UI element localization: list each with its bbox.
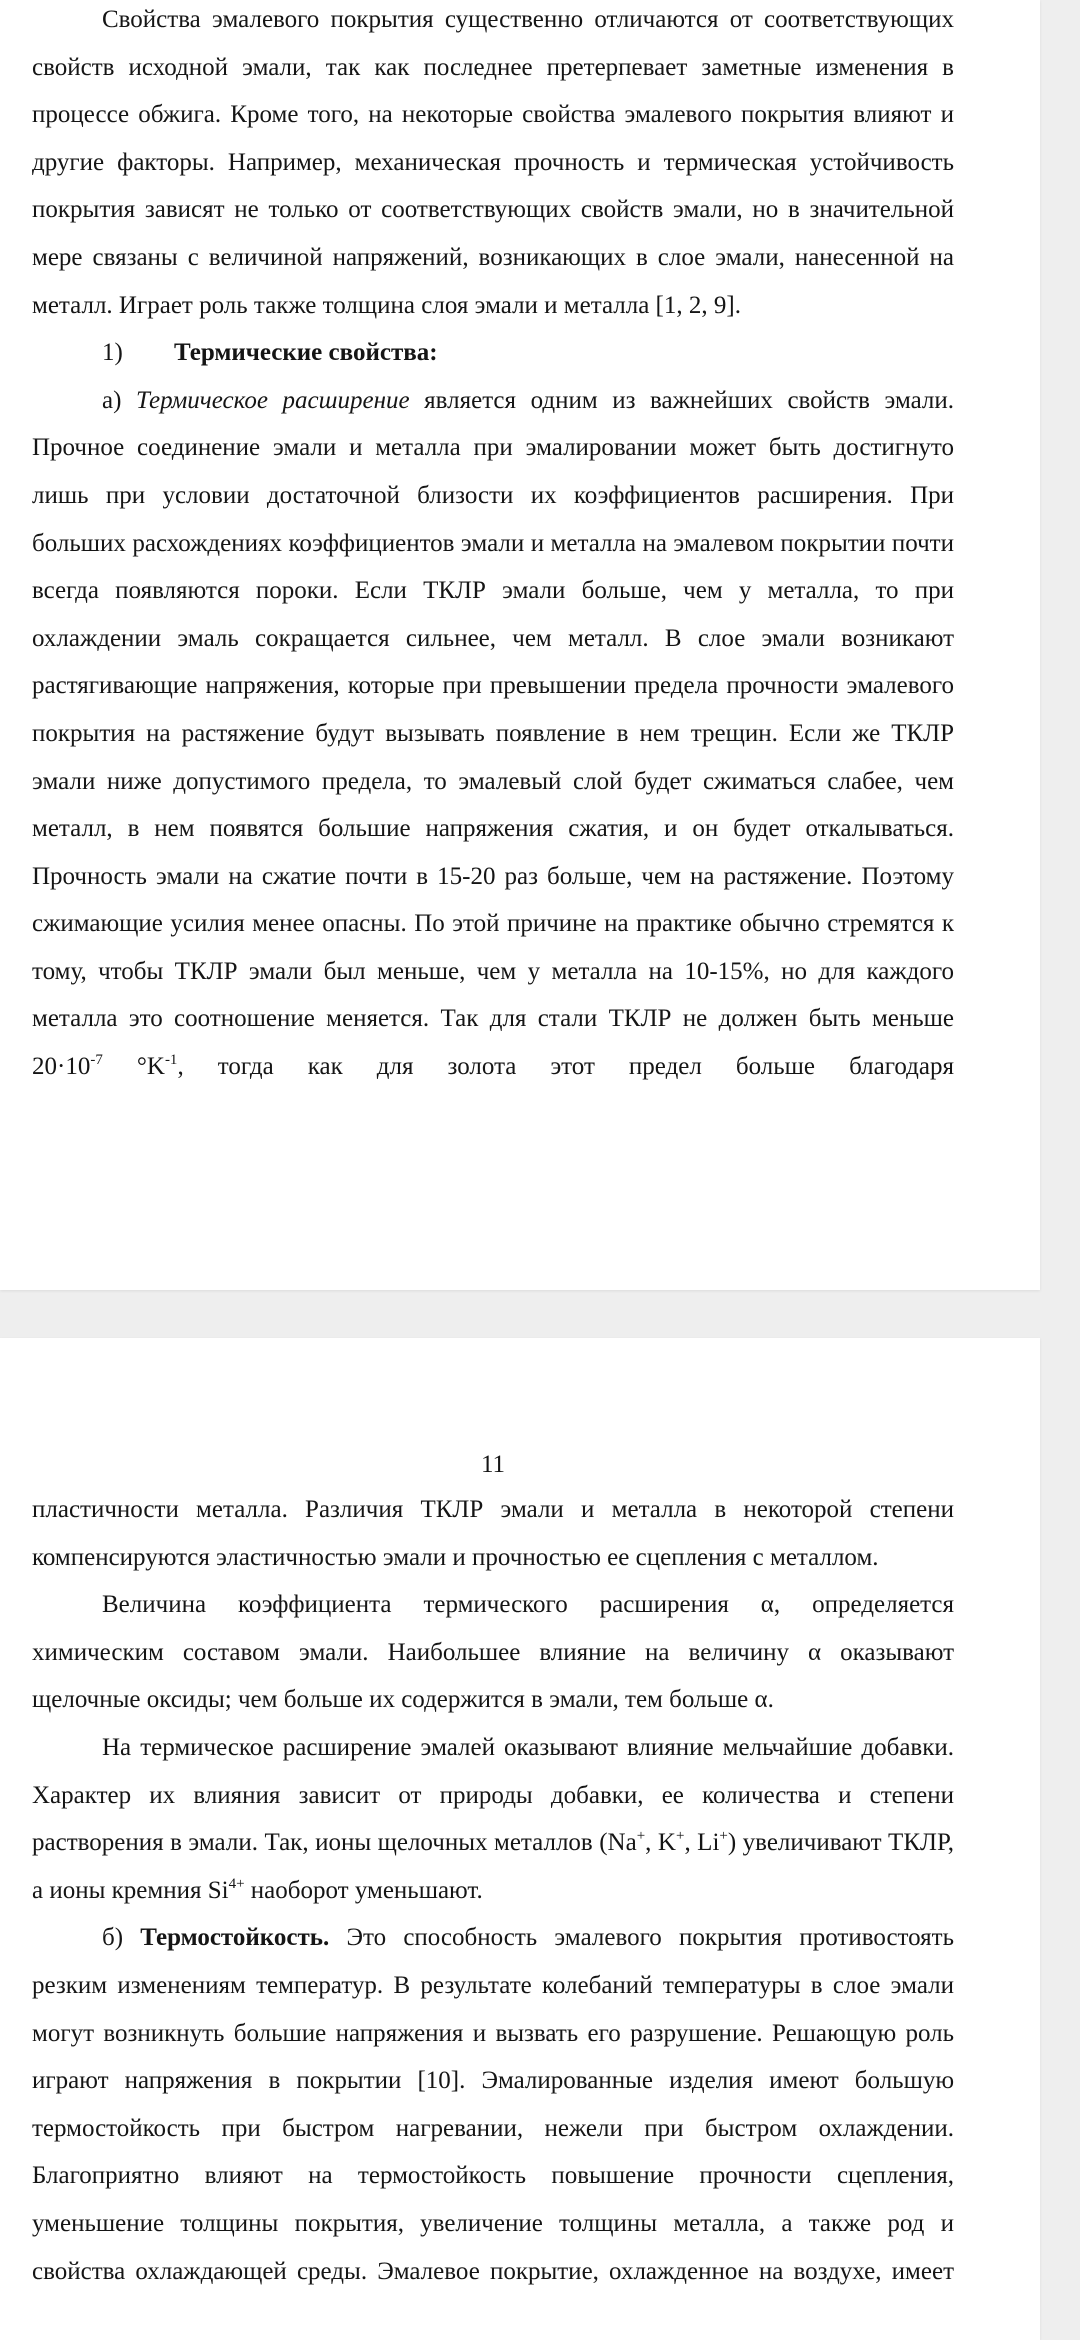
heading-title: Термические свойства: (174, 339, 438, 367)
term-thermal-resistance: Термостойкость. (140, 1924, 330, 1952)
page-2-content (32, 1450, 954, 2295)
paragraph-plasticity-continuation: пластичности металла. Различия ТКЛР эмали и металла в некоторой степени компенсируются эластичностью эмали и прочностью ее сцепления с металлом. (32, 1496, 954, 1571)
page-1-content (32, 0, 954, 1091)
lithium-charge: + (719, 1828, 728, 1845)
item-letter-b: б) (102, 1924, 141, 1952)
page-number: 11 (480, 1451, 506, 1478)
unit-kelvin: °K (102, 1053, 165, 1081)
additives-text-4: ) увеличивают ТКЛР, а ионы кремния Si (32, 1829, 954, 1904)
paragraph-thermal-resistance (32, 1914, 954, 2295)
document-page-2 (0, 1338, 1040, 2340)
exponent-minus-7: -7 (90, 1052, 103, 1069)
thermal-expansion-text: является одним из важнейших свойств эмали. Прочное соединение эмали и металла при эмалировании может быть достигнуто лишь при условии достаточной близости их коэффициентов расширения. При больших расхождениях коэффициентов эмали и металла на эмалевом покрытии почти всегда появляются пороки. Если ТКЛР эмали больше, чем у металла, то при охлаждении эмаль сокращается сильнее, чем металл. В слое эмали возникают растягивающие напряжения, которые при превышении предела прочности эмалевого покрытия на растяжение будут вызывать появление в нем трещин. Если же ТКЛР эмали ниже допустимого предела, то эмалевый слой будет сжиматься слабее, чем металл, в нем появятся большие напряжения сжатия, и он будет откалываться. Прочность эмали на сжатие почти в 15-20 раз больше, чем на растяжение. Поэтому сжимающие усилия менее опасны. По этой причине на практике обычно стремятся к тому, чтобы ТКЛР эмали был меньше, чем у металла на 10-15%, но для каждого металла это соотношение меняется. Так для стали ТКЛР не должен быть меньше 20·10 (32, 386, 955, 1081)
silicon-charge: 4+ (228, 1875, 245, 1892)
paragraph-additives (32, 1724, 954, 1914)
paragraph-thermal-expansion (32, 377, 954, 1091)
paragraph-enamel-coating-properties: Свойства эмалевого покрытия существенно отличаются от соответствующих свойств исходной эмали, так как последнее претерпевает заметные изменения в процессе обжига. Кроме того, на некоторые свойства эмалевого покрытия влияют и другие факторы. Например, механическая прочность и термическая устойчивость покрытия зависят не только от соответствующих свойств эмали, но в значительной мере связаны с величиной напряжений, возникающих в слое эмали, нанесенной на металл. Играет роль также толщина слоя эмали и металла [1, 2, 9]. (32, 6, 954, 319)
additives-text-2: , K (645, 1829, 676, 1857)
sodium-charge: + (636, 1828, 646, 1845)
potassium-charge: + (675, 1828, 685, 1845)
item-letter: а) (102, 386, 136, 414)
term-thermal-expansion: Термическое расширение (136, 386, 410, 414)
paragraph-expansion-coefficient: Величина коэффициента термического расширения α, определяется химическим составом эмали. Наибольшее влияние на величину α оказывают щелочные оксиды; чем больше их содержится в эмали, тем больше α. (32, 1591, 954, 1714)
exponent-minus-1: -1 (164, 1052, 178, 1069)
section-heading-thermal-properties (32, 329, 954, 377)
additives-text-1: На термическое расширение эмалей оказывают влияние мельчайшие добавки. Характер их влияния зависит от природы добавки, ее количества и степени растворения в эмали. Так, ионы щелочных металлов (Na (32, 1733, 954, 1857)
additives-text-5: наоборот уменьшают. (244, 1876, 483, 1904)
thermal-resistance-text: Это способность эмалевого покрытия противостоять резким изменениям температур. В результате колебаний температуры в слое эмали могут возникнуть большие напряжения и вызвать его разрушение. Решающую роль играют напряжения в покрытии [10]. Эмалированные изделия имеют большую термостойкость при быстром нагревании, нежели при быстром охлаждении. Благоприятно влияют на термостойкость повышение прочности сцепления, уменьшение толщины покрытия, увеличение толщины металла, а также род и свойства охлаждающей среды. Эмалевое покрытие, охлажденное на воздухе, имеет (32, 1924, 954, 2285)
thermal-expansion-text-end: , тогда как для золота этот предел больше благодаря (177, 1053, 954, 1081)
heading-number: 1) (102, 339, 123, 367)
additives-text-3: , Li (684, 1829, 720, 1857)
